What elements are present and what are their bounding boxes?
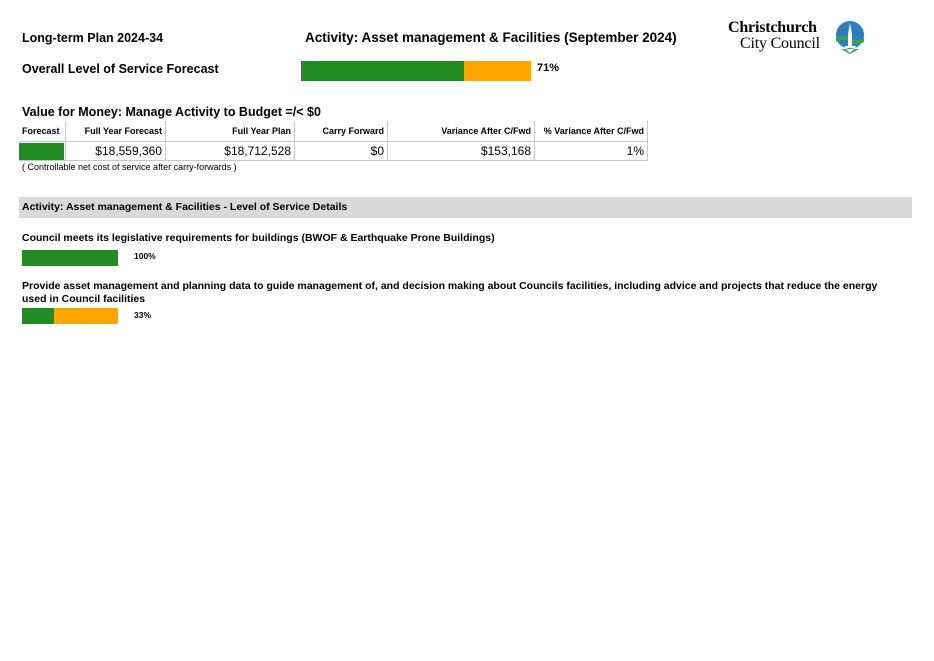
los-item-bar <box>22 308 118 324</box>
col-carry-forward: Carry Forward <box>295 121 388 142</box>
los-item-bar <box>22 250 118 266</box>
los-item-percent: 100% <box>134 251 156 261</box>
budget-table-header <box>19 121 648 142</box>
overall-los-bar <box>301 61 531 81</box>
overall-los-bar-fill <box>301 61 464 81</box>
council-logo <box>728 19 868 55</box>
section-title: Activity: Asset management & Facilities - Level of Service Details <box>22 201 348 213</box>
los-item-percent: 33% <box>134 310 152 320</box>
activity-title: Activity: Asset management & Facilities (September 2024) <box>305 30 677 45</box>
los-item-bar-fill <box>22 250 118 266</box>
budget-table <box>19 121 648 161</box>
cathedral-logo-icon <box>833 20 867 54</box>
forecast-status-swatch <box>19 143 64 160</box>
budget-note: ( Controllable net cost of service after carry-forwards ) <box>22 162 237 172</box>
plan-title: Long-term Plan 2024-34 <box>22 31 164 45</box>
col-forecast: Forecast <box>19 121 66 142</box>
col-full-year-forecast: Full Year Forecast <box>66 121 166 142</box>
logo-line1: Christchurch <box>728 19 817 36</box>
forecast-status-cell <box>19 142 66 161</box>
variance-after-cfwd-value: $153,168 <box>388 142 535 161</box>
full-year-forecast-value: $18,559,360 <box>66 142 166 161</box>
col-full-year-plan: Full Year Plan <box>166 121 295 142</box>
logo-line2: City Council <box>740 35 820 52</box>
los-item-label: Provide asset management and planning data to guide management of, and decision making about Councils facilities, including advice and projects that reduce the energy used in Council facilities <box>22 280 878 305</box>
overall-los-percent: 71% <box>537 62 560 74</box>
full-year-plan-value: $18,712,528 <box>166 142 295 161</box>
table-row <box>19 142 648 161</box>
value-for-money-heading: Value for Money: Manage Activity to Budget =/< $0 <box>22 105 321 119</box>
overall-los-label: Overall Level of Service Forecast <box>22 62 219 76</box>
col-pct-variance-after-cfwd: % Variance After C/Fwd <box>535 121 648 142</box>
col-variance-after-cfwd: Variance After C/Fwd <box>388 121 535 142</box>
pct-variance-after-cfwd-value: 1% <box>535 142 648 161</box>
carry-forward-value: $0 <box>295 142 388 161</box>
los-item-label: Council meets its legislative requirements for buildings (BWOF & Earthquake Prone Buildings) <box>22 232 495 244</box>
los-item-bar-fill <box>22 308 54 324</box>
